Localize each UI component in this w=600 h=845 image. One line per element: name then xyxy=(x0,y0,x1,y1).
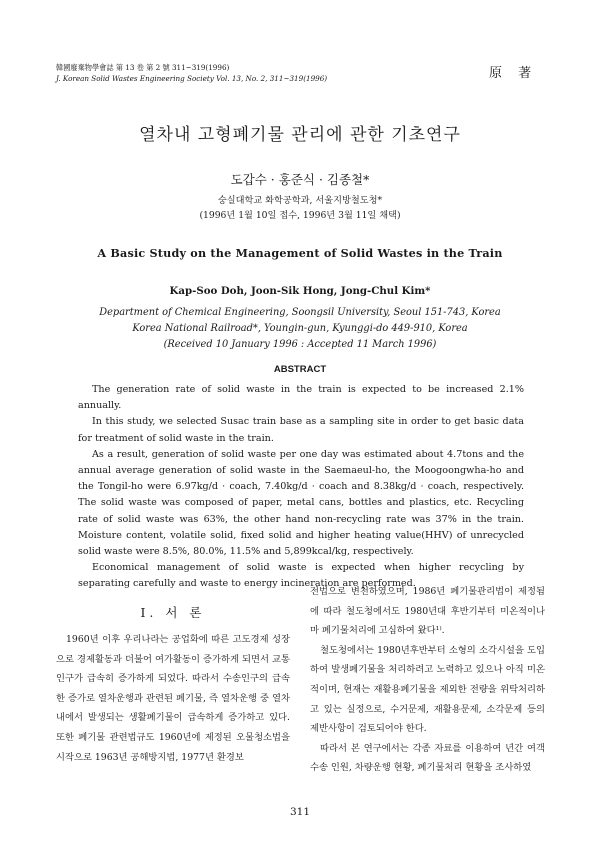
affiliation-korean: 숭실대학교 화학공학과, 서울지방철도청* xyxy=(217,195,383,206)
abstract-paragraph: Economical management of solid waste is expected when higher recycling by separating carefully and waste to energy incineration are performed. xyxy=(78,562,524,590)
authors-english: Kap-Soo Doh, Joon-Sik Hong, Jong-Chul Kim* xyxy=(169,285,431,297)
body-paragraph: 전법으로 변천하였으며, 1986년 폐기물관리법이 제정됨에 따라 철도청에서도 1980년대 후반기부터 미온적이나마 폐기물처리에 고심하여 왔다¹⁾. xyxy=(310,586,545,637)
affiliation-english-2: Korea National Railroad*, Youngin-gun, Kyunggi-do 449-910, Korea xyxy=(132,323,468,334)
page-number: 311 xyxy=(289,806,311,818)
dates-korean: (1996년 1월 10일 접수, 1996년 3월 11일 채택) xyxy=(199,210,401,221)
journal-name-english: J. Korean Solid Wastes Engineering Society Vol. 13, No. 2, 311~319(1996) xyxy=(56,74,328,83)
body-paragraph: 1960년 이후 우리나라는 공업화에 따른 고도경제 성장으로 경제활동과 더불어 여가활동이 증가하게 되면서 교통인구가 급속히 증가하게 되었다. 따라서 수송인구의 급속한 증가로 열차운행과 관련된 폐기물, 즉 열차운행 중 열차내에서 발생되는 생활폐기물이 급속하게 증가하고 있다. 또한 폐기물 관련법규도 1960년에 제정된 오물청소법을 시작으로 1963년 공해방지법, 1977년 환경보 xyxy=(56,634,290,763)
journal-name-korean: 韓國廢棄物學會誌 第 13 卷 第 2 號 311~319(1996) xyxy=(56,63,230,72)
body-column-left xyxy=(56,630,290,767)
affiliation-korean-block xyxy=(0,193,600,223)
dates-english: (Received 10 January 1996 : Accepted 11 March 1996) xyxy=(163,339,437,350)
title-english: A Basic Study on the Management of Solid Wastes in the Train xyxy=(97,246,503,260)
abstract-heading: ABSTRACT xyxy=(273,364,327,375)
article-type-badge: 原 著 xyxy=(489,66,538,81)
title-korean: 열차내 고형폐기물 관리에 관한 기초연구 xyxy=(139,125,461,145)
affiliation-english-block xyxy=(0,305,600,353)
body-paragraph: 따라서 본 연구에서는 각종 자료를 이용하여 년간 여객 수송 인원, 차량운행 현황, 폐기물처리 현황을 조사하였 xyxy=(310,742,545,774)
authors-korean: 도갑수 · 홍준식 · 김종철* xyxy=(230,172,370,187)
abstract-body xyxy=(78,382,524,593)
body-paragraph: 철도청에서는 1980년후반부터 소형의 소각시설을 도입하여 발생폐기물을 처리하려고 노력하고 있으나 아직 미온적이며, 현재는 재활용폐기물을 제외한 전량을 위탁처리하고 있는 실정으로, 수거문제, 재활용문제, 소각문제 등의 제반사항이 검토되어야 한다. xyxy=(310,644,545,735)
abstract-paragraph: As a result, generation of solid waste per one day was estimated about 4.7tons and the annual average generation of solid waste in the Saemaeul-ho, the Moogoongwha-ho and the Tongil-ho were 6.97kg/d · coach, 7.40kg/d · coach and 8.38kg/d · coach, respectively. The solid waste was composed of paper, metal cans, bottles and plastics, etc. Recycling rate of solid waste was 63%, the other hand non-recycling rate was 37% in the train. Moisture content, volatile solid, fixed solid and higher heating value(HHV) of unrecycled solid waste were 8.5%, 80.0%, 11.5% and 5,899kcal/kg, respectively. xyxy=(78,448,524,558)
journal-header xyxy=(56,62,327,84)
section-heading-introduction: Ⅰ. 서 론 xyxy=(140,605,206,620)
abstract-paragraph: In this study, we selected Susac train base as a sampling site in order to get basic data for treatment of solid waste in the train. xyxy=(78,416,524,444)
affiliation-english-1: Department of Chemical Engineering, Soongsil University, Seoul 151-743, Korea xyxy=(99,307,501,318)
abstract-paragraph: The generation rate of solid waste in the train is expected to be increased 2.1% annually. xyxy=(78,384,524,412)
body-column-right xyxy=(310,582,545,778)
